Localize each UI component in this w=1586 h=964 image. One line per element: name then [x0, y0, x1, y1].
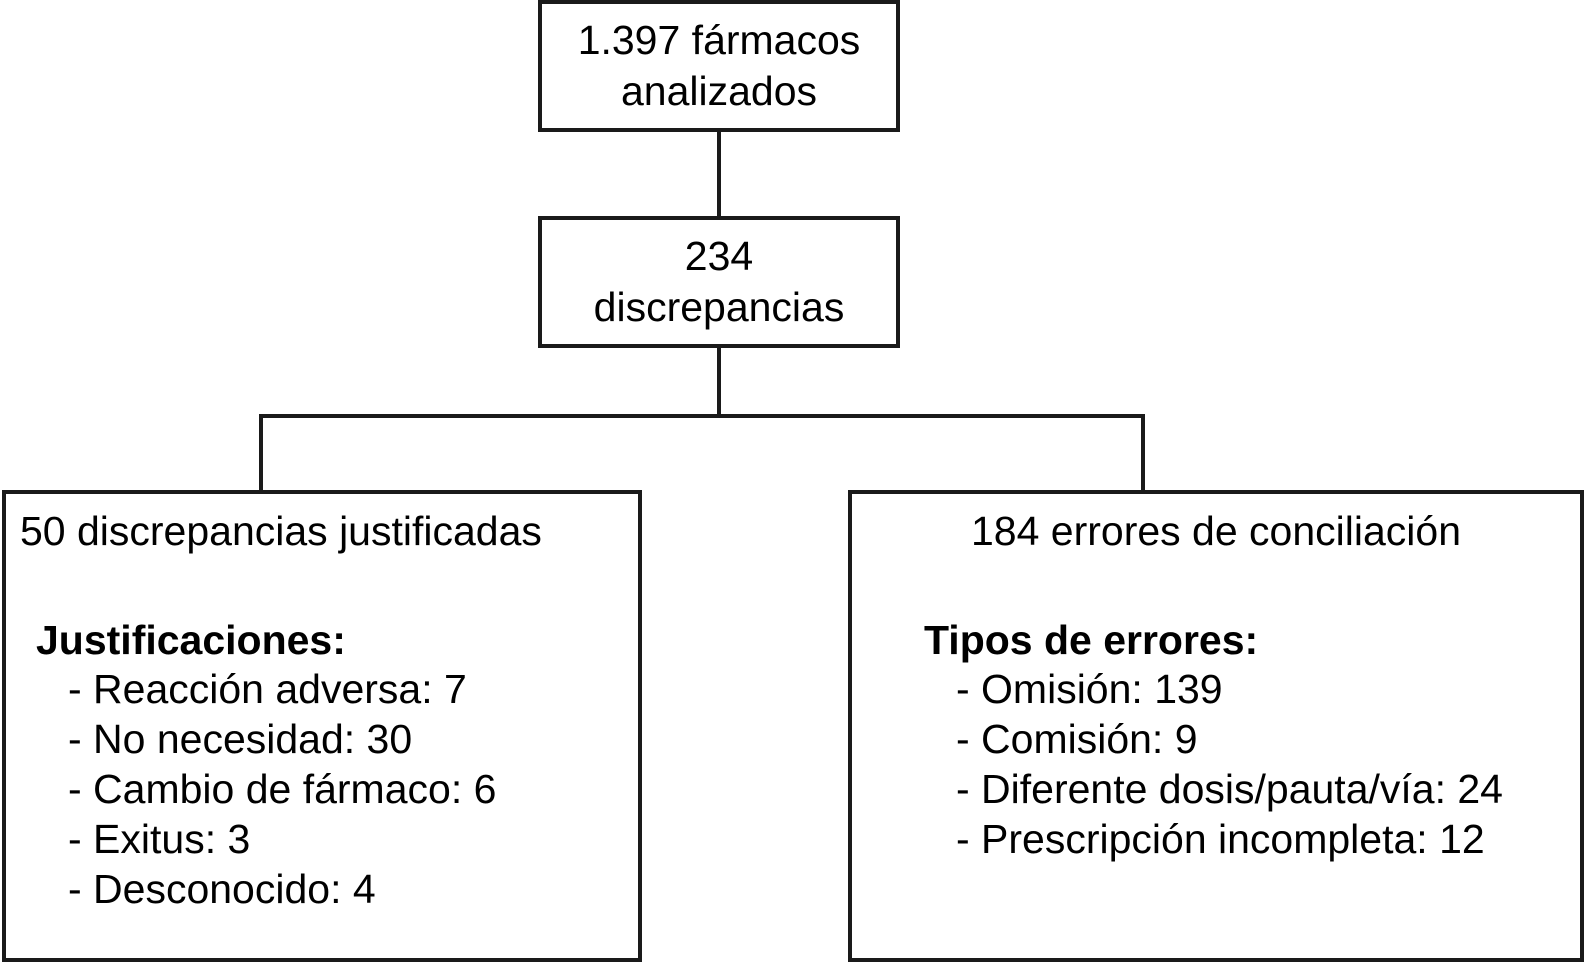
connector-horizontal-split	[259, 414, 1145, 418]
list-item: - Prescripción incompleta: 12	[956, 816, 1485, 863]
node-justified-heading: 50 discrepancias justificadas	[20, 508, 542, 554]
list-item: - Exitus: 3	[68, 816, 251, 863]
node-total-drugs-line1: 1.397 fármacos	[577, 16, 861, 63]
connector-discrepancies-stem	[717, 348, 721, 418]
node-justified-list	[6, 664, 638, 914]
list-item: - Comisión: 9	[956, 716, 1198, 763]
list-item: - Omisión: 139	[956, 666, 1223, 713]
list-item: - Reacción adversa: 7	[68, 666, 467, 713]
node-errors-heading: 184 errores de conciliación	[971, 508, 1461, 554]
node-reconciliation-errors	[848, 490, 1584, 962]
list-item: - Diferente dosis/pauta/vía: 24	[956, 766, 1503, 813]
node-errors-subtitle: Tipos de errores:	[924, 617, 1259, 664]
connector-to-justified	[259, 414, 263, 492]
node-discrepancies	[538, 216, 900, 348]
list-item: - Cambio de fármaco: 6	[68, 766, 497, 813]
node-total-drugs-line2: analizados	[620, 68, 818, 114]
node-justified-discrepancies	[2, 490, 642, 962]
connector-total-to-discrepancies	[717, 132, 721, 216]
list-item: - Desconocido: 4	[68, 866, 376, 913]
node-justified-subtitle: Justificaciones:	[36, 617, 346, 664]
node-total-drugs	[538, 0, 900, 132]
node-discrepancies-count: 234	[684, 232, 754, 279]
list-item: - No necesidad: 30	[68, 716, 413, 763]
node-errors-list	[852, 664, 1580, 864]
connector-to-errors	[1141, 414, 1145, 492]
node-discrepancies-label: discrepancias	[593, 284, 845, 330]
